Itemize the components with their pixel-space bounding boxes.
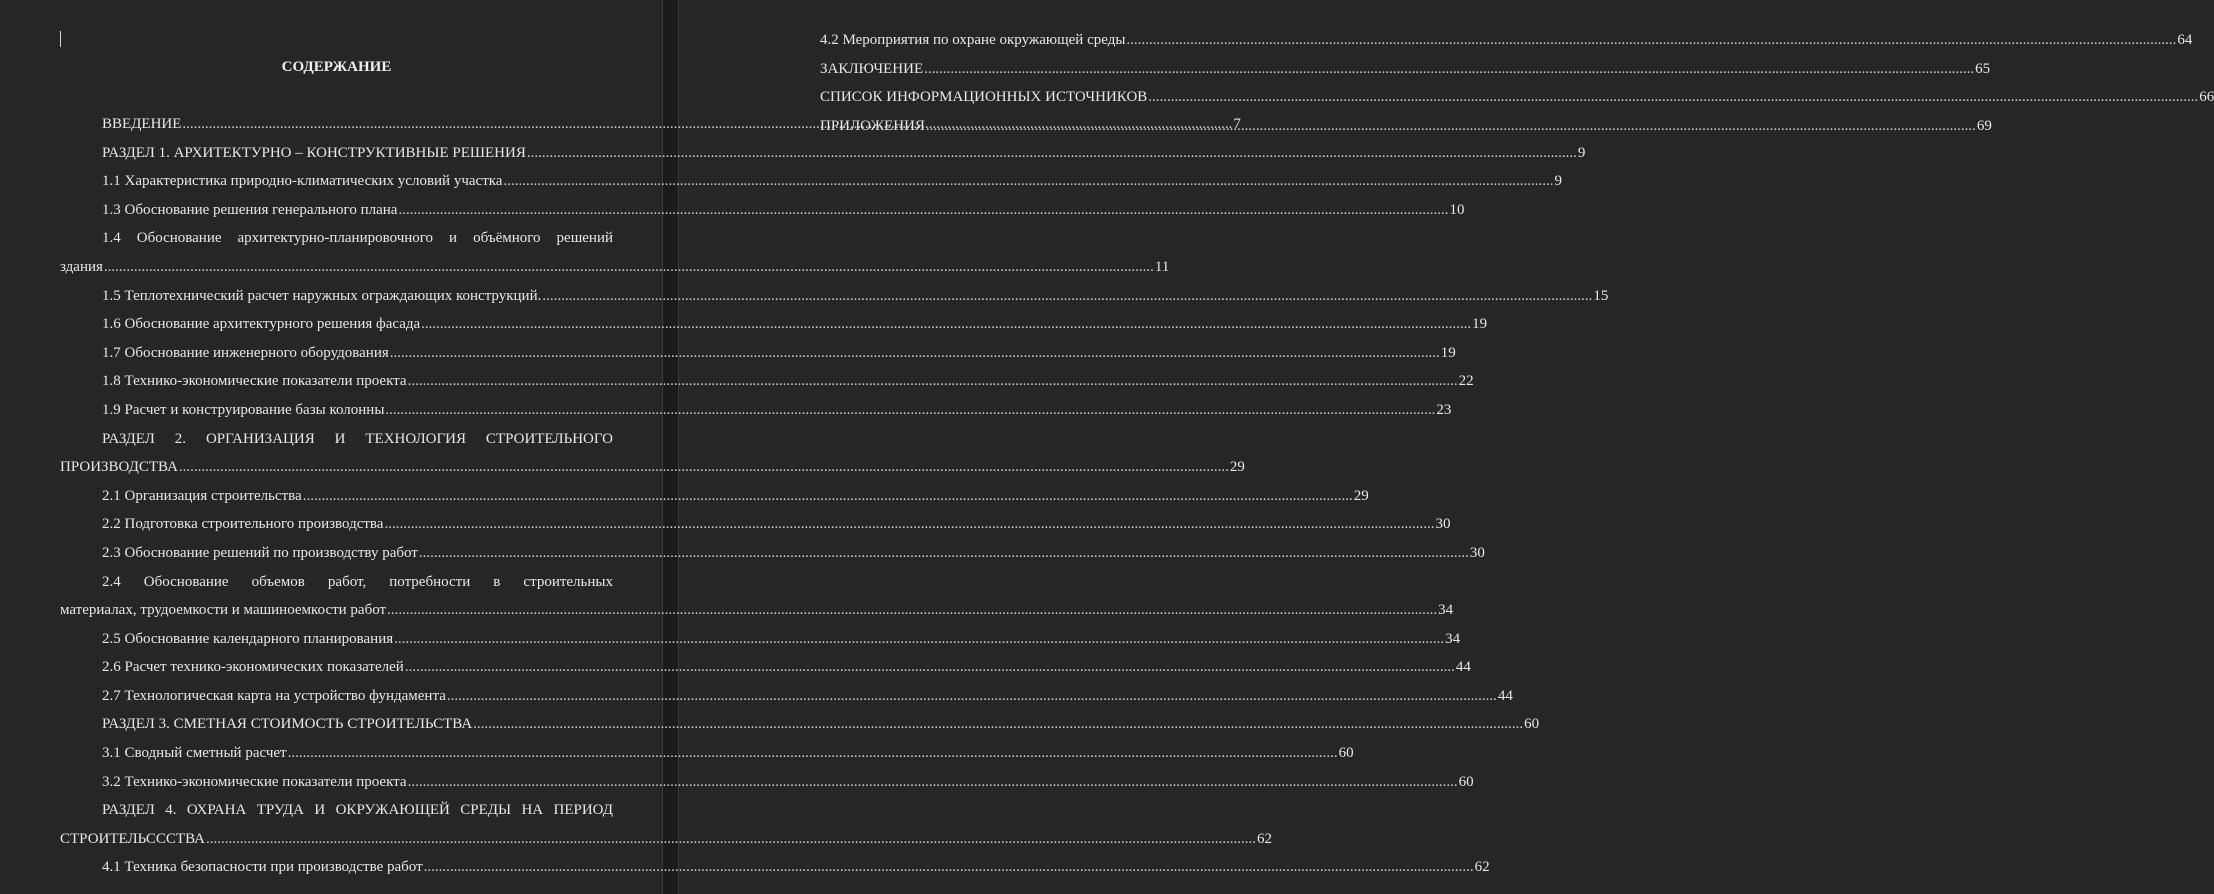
- toc-leader-dots: [1125, 26, 2177, 55]
- toc-entry[interactable]: [60, 568, 1454, 625]
- toc-entry[interactable]: [820, 55, 1991, 84]
- toc-entry[interactable]: [60, 710, 1540, 739]
- toc-entry-line: [60, 367, 1474, 396]
- toc-entry-page: 30: [1435, 516, 1451, 533]
- toc-entry-label: ПРОИЗВОДСТВА: [60, 459, 178, 476]
- toc-entry-label: 3.1 Сводный сметный расчет: [102, 745, 287, 762]
- toc-entry-page: 60: [1524, 716, 1540, 733]
- toc-leader-dots: [446, 682, 1498, 711]
- toc-entry-label: 2.3 Обоснование решений по производству работ: [102, 544, 418, 561]
- toc-entry-label: 2.4 Обоснование объемов работ, потребности в строительных: [102, 573, 613, 590]
- toc-list-right: [820, 26, 2214, 140]
- toc-leader-dots: [1147, 83, 2199, 112]
- toc-leader-dots: [383, 510, 1435, 539]
- toc-entry-line: [60, 825, 1272, 854]
- toc-entry-page: 11: [1154, 258, 1170, 275]
- toc-entry-label: 1.4 Обоснование архитектурно-планировочного и объёмного решений: [102, 230, 613, 247]
- toc-entry[interactable]: [60, 482, 1369, 511]
- toc-entry[interactable]: [60, 796, 1272, 853]
- toc-entry-line: [60, 682, 1513, 711]
- toc-entry[interactable]: [60, 396, 1452, 425]
- toc-entry-label: РАЗДЕЛ 2. ОРГАНИЗАЦИЯ И ТЕХНОЛОГИЯ СТРОИТЕЛЬНОГО: [102, 430, 613, 447]
- toc-entry[interactable]: [60, 339, 1456, 368]
- toc-entry[interactable]: [60, 310, 1488, 339]
- toc-entry-label: 1.7 Обоснование инженерного оборудования: [102, 344, 389, 361]
- toc-entry-line: [60, 396, 1452, 425]
- toc-leader-dots: [205, 825, 1257, 854]
- toc-entry-line: [820, 55, 1991, 84]
- toc-leader-dots: [393, 625, 1445, 654]
- toc-entry-line: [60, 596, 1454, 625]
- toc-entry-page: 23: [1436, 401, 1452, 418]
- toc-entry-page: 29: [1229, 459, 1245, 476]
- toc-leader-dots: [384, 396, 1436, 425]
- toc-entry-page: 34: [1445, 630, 1461, 647]
- toc-entry-label: ЗАКЛЮЧЕНИЕ: [820, 60, 924, 77]
- toc-entry[interactable]: [60, 625, 1461, 654]
- toc-entry-line: [820, 83, 2214, 112]
- toc-entry[interactable]: [60, 739, 1354, 768]
- toc-entry-line: [60, 339, 1456, 368]
- toc-entry[interactable]: [60, 139, 1586, 168]
- toc-entry-label: СТРОИТЕЛЬСССТВА: [60, 830, 205, 847]
- toc-entry[interactable]: [60, 367, 1474, 396]
- toc-leader-dots: [386, 596, 1438, 625]
- toc-entry-line: [60, 139, 1586, 168]
- toc-entry-line: [60, 253, 1170, 282]
- toc-entry-label: 1.3 Обоснование решения генерального плана: [102, 201, 398, 218]
- toc-entry-page: 22: [1458, 373, 1474, 390]
- toc-entry-line: [820, 26, 2193, 55]
- toc-entry-page: 10: [1449, 201, 1465, 218]
- toc-entry-line: [60, 282, 1609, 311]
- toc-entry-line: [60, 510, 1451, 539]
- toc-entry-label: 4.2 Мероприятия по охране окружающей среды: [820, 32, 1126, 48]
- toc-entry-page: 62: [1256, 830, 1272, 847]
- toc-leader-dots: [103, 253, 1155, 282]
- toc-leader-dots: [923, 55, 1975, 84]
- toc-entry[interactable]: [60, 224, 1170, 281]
- toc-entry-label: материалах, трудоемкости и машиноемкости работ: [60, 602, 387, 619]
- toc-entry-page: 19: [1472, 316, 1488, 333]
- toc-entry-label: здания: [60, 258, 103, 275]
- toc-entry-line: [60, 539, 1485, 568]
- toc-entry[interactable]: [60, 196, 1465, 225]
- toc-entry-line: [820, 112, 1992, 141]
- toc-entry-label: РАЗДЕЛ 3. СМЕТНАЯ СТОИМОСТЬ СТРОИТЕЛЬСТВА: [102, 716, 473, 733]
- toc-entry[interactable]: [60, 510, 1451, 539]
- toc-entry-page: 60: [1338, 745, 1354, 762]
- toc-entry[interactable]: [60, 853, 1490, 882]
- toc-entry-page: 69: [1976, 117, 1992, 134]
- toc-leader-dots: [472, 710, 1524, 739]
- toc-entry-label: ПРИЛОЖЕНИЯ: [820, 117, 925, 134]
- toc-leader-dots: [541, 282, 1593, 311]
- toc-entry[interactable]: [60, 282, 1609, 311]
- toc-entry-label: ВВЕДЕНИЕ: [102, 116, 182, 132]
- toc-leader-dots: [404, 653, 1456, 682]
- toc-entry-page: 44: [1497, 687, 1513, 704]
- toc-entry-label: СПИСОК ИНФОРМАЦИОННЫХ ИСТОЧНИКОВ: [820, 89, 1148, 106]
- toc-entry[interactable]: [60, 768, 1474, 797]
- toc-entry-page: 64: [2177, 32, 2193, 48]
- toc-entry-label: РАЗДЕЛ 1. АРХИТЕКТУРНО – КОНСТРУКТИВНЫЕ РЕШЕНИЯ: [102, 144, 526, 161]
- toc-leader-dots: [287, 739, 1339, 768]
- toc-title: СОДЕРЖАНИЕ: [281, 59, 392, 75]
- toc-entry-page: 29: [1353, 487, 1369, 504]
- toc-entry[interactable]: [60, 539, 1485, 568]
- toc-entry-label: РАЗДЕЛ 4. ОХРАНА ТРУДА И ОКРУЖАЮЩЕЙ СРЕДЫ НА ПЕРИОД: [102, 802, 613, 819]
- toc-leader-dots: [389, 339, 1441, 368]
- toc-entry-label: 1.1 Характеристика природно-климатических условий участка: [102, 173, 503, 190]
- toc-entry-line: [60, 625, 1461, 654]
- toc-entry-page: 19: [1440, 344, 1456, 361]
- toc-entry-label: 4.1 Техника безопасности при производстве работ: [102, 859, 423, 876]
- toc-entry-label: 2.1 Организация строительства: [102, 487, 302, 504]
- toc-leader-dots: [925, 112, 1977, 141]
- toc-entry-line: [60, 739, 1354, 768]
- text-cursor: [60, 31, 61, 47]
- toc-entry-line: [60, 453, 1245, 482]
- toc-entry-label: 1.8 Технико-экономические показатели проекта: [102, 373, 407, 390]
- toc-entry[interactable]: [60, 682, 1513, 711]
- toc-entry-page: 15: [1593, 287, 1609, 304]
- toc-leader-dots: [407, 768, 1459, 797]
- toc-entry-line: [60, 853, 1490, 882]
- toc-entry[interactable]: [820, 112, 1992, 141]
- toc-entry-page: 9: [1577, 144, 1586, 161]
- toc-entry-page: 44: [1455, 659, 1471, 676]
- toc-entry-line: [60, 482, 1369, 511]
- toc-entry-page: 9: [1554, 173, 1562, 190]
- toc-leader-dots: [420, 310, 1472, 339]
- toc-entry-label: 1.9 Расчет и конструирование базы колонны: [102, 401, 385, 418]
- toc-leader-dots: [302, 482, 1354, 511]
- toc-leader-dots: [407, 367, 1459, 396]
- toc-entry-label: 2.2 Подготовка строительного производства: [102, 516, 384, 533]
- toc-entry[interactable]: [60, 425, 1245, 482]
- toc-entry-label: 2.5 Обоснование календарного планирования: [102, 630, 394, 647]
- toc-entry-label: 1.6 Обоснование архитектурного решения фасада: [102, 316, 421, 333]
- toc-leader-dots: [418, 539, 1470, 568]
- toc-entry-page: 7: [1233, 116, 1241, 132]
- toc-entry[interactable]: [60, 653, 1471, 682]
- toc-leader-dots: [526, 139, 1578, 168]
- toc-entry-line: [60, 196, 1465, 225]
- toc-entry[interactable]: [820, 26, 2193, 55]
- toc-entry-label: 2.6 Расчет технико-экономических показателей: [102, 659, 404, 676]
- toc-leader-dots: [502, 167, 1554, 196]
- toc-leader-dots: [397, 196, 1449, 225]
- toc-entry-label: 3.2 Технико-экономические показатели проекта: [102, 773, 407, 790]
- toc-entry-page: 30: [1469, 544, 1485, 561]
- toc-entry-label: 2.7 Технологическая карта на устройство фундамента: [102, 687, 446, 704]
- toc-leader-dots: [423, 853, 1475, 882]
- toc-entry[interactable]: [820, 83, 2214, 112]
- toc-entry-page: 65: [1975, 60, 1991, 77]
- toc-entry-line: [60, 710, 1540, 739]
- toc-entry-line: [60, 653, 1471, 682]
- toc-entry-page: 60: [1458, 773, 1474, 790]
- toc-entry-page: 66: [2199, 89, 2214, 106]
- toc-entry-page: 62: [1474, 859, 1490, 876]
- toc-entry-line: [60, 167, 1562, 196]
- toc-entry[interactable]: [60, 167, 1562, 196]
- toc-entry-label: 1.5 Теплотехнический расчет наружных ограждающих конструкций.: [102, 287, 542, 304]
- toc-leader-dots: [178, 453, 1230, 482]
- toc-entry-line: [60, 768, 1474, 797]
- toc-entry-page: 34: [1438, 602, 1454, 619]
- toc-entry-line: [60, 310, 1488, 339]
